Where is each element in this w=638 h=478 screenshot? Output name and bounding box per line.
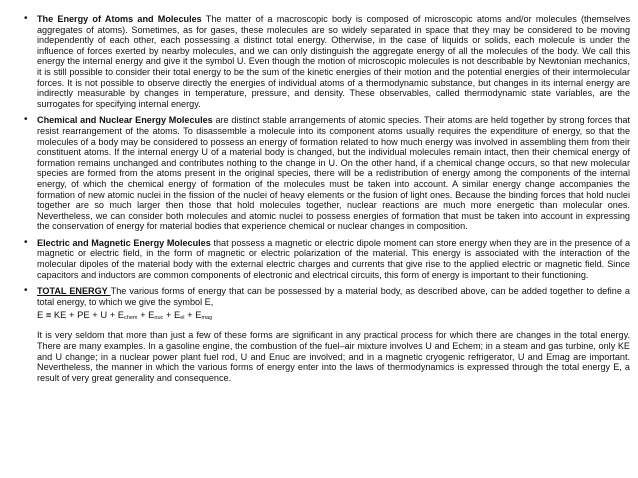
- formula-subscript: nuc: [154, 315, 164, 322]
- section-total-energy: [24, 286, 630, 307]
- section-body: that possess a magnetic or electric dipole moment can store energy when they are in the presence of a magnetic or electric field, in the form of magnetic or electric polarization of the material. This energy is associated with the interaction of the molecular dipoles of the material body with the external electric charges and currents that give rise to the applied electric or magnetic field. Since capacitors and inductors are common components of electronic and electrical circuits, this form of energy is important to their functioning.: [37, 237, 631, 280]
- formula-part: E ≡ KE + PE + U + E: [37, 309, 125, 321]
- section-heading: Chemical and Nuclear Energy Molecules: [37, 115, 213, 126]
- bullet-point: •: [24, 114, 28, 126]
- section-heading: The Energy of Atoms and Molecules: [37, 14, 202, 24]
- formula-subscript: chem: [124, 315, 138, 322]
- formula-part: + E: [137, 309, 155, 321]
- total-energy-formula: [24, 309, 630, 324]
- formula-subscript: el: [180, 315, 185, 322]
- section-chemical-nuclear: [24, 115, 630, 232]
- formula-part: + E: [184, 309, 202, 321]
- section-body: The various forms of energy that can be possessed by a material body, as described above, can be added together to define a total energy, to which we give the symbol E,: [37, 286, 630, 307]
- formula-part: + E: [163, 309, 181, 321]
- bullet-point: •: [24, 236, 28, 248]
- section-electric-magnetic: [24, 238, 630, 280]
- section-heading: Electric and Magnetic Energy Molecules: [37, 237, 211, 248]
- section-heading: TOTAL ENERGY: [37, 286, 111, 297]
- section-atoms-molecules: [24, 14, 630, 109]
- section-body: are distinct stable arrangements of atomic species. Their atoms are held together by strong forces that resist rearrangement of the atoms. To disassemble a molecule into its component atoms usually requires the expenditure of energy, so that the molecules of a body may be considered to possess an energy of formation related to how much energy was involved in assembling them from their constituent atoms. If the internal energy U of a material body is changed, but the individual molecules remain intact, then their chemical energy of formation remains unchanged and contributes nothing to the change in U. On the other hand, if a chemical change occurs, so that new molecular species are formed from the atoms present in the original species, there will be a redistribution of energy among the components of the internal energy, of which the chemical energy of formation of the molecules must be taken into account. A similar energy change accompanies the formation of new atomic nuclei in the fission of the nuclei of heavy elements or the fusion of light ones. Because the binding forces that hold nuclei together are so much larger then those that hold molecules together, nuclear reactions are much more energetic than molecular ones. Nevertheless, we can consider both molecules and atomic nuclei to possess energies of formation that must be taken into account in expressing the conservation of energy for material bodies that experience chemical or nuclear changes in composition.: [37, 115, 630, 232]
- formula-subscript: mag: [201, 315, 213, 322]
- closing-paragraph: It is very seldom that more than just a few of these forms are significant in any practical process for which there are changes in the total energy. There are many examples. In a gasoline engine, the combustion of the fuel–air mixture involves U and Echem; in a steam and gas turbine, only KE and U change; in a nuclear power plant fuel rod, U and Enuc are involved; and in a magnetic cryogenic refrigerator, U and Emag are important. Nevertheless, the manner in which the various forms of energy enter into the laws of thermodynamics is expressed through the total energy E, a result of very great generality and consequence.: [37, 330, 630, 383]
- bullet-point: •: [24, 13, 28, 24]
- bullet-point: •: [24, 285, 28, 297]
- section-body: The matter of a macroscopic body is composed of microscopic atoms and/or molecules (themselves aggregates of atoms). Sometimes, as for gases, these molecules are so widely separated in space that they may be considered to be moving independently of each other, each possessing a distinct total energy. Otherwise, in the case of liquids or solids, each molecule is under the influence of forces exerted by nearby molecules, and we can only distinguish the aggregate energy of all the molecules of the body. We call this energy the internal energy and give it the symbol U. Even though the motion of microscopic molecules is not describable by Newtonian mechanics, it is still possible to consider their total energy to be the sum of the kinetic energies of their motion and the potential energies of their intermolecular forces. It is not possible to observe directly the energies of individual atoms of a thermodynamic substance, but changes in its internal energy are indirectly measurable by changes in temperature, pressure, and density. These observables, called thermodynamic state variables, are the surrogates for specifying internal energy.: [37, 14, 630, 109]
